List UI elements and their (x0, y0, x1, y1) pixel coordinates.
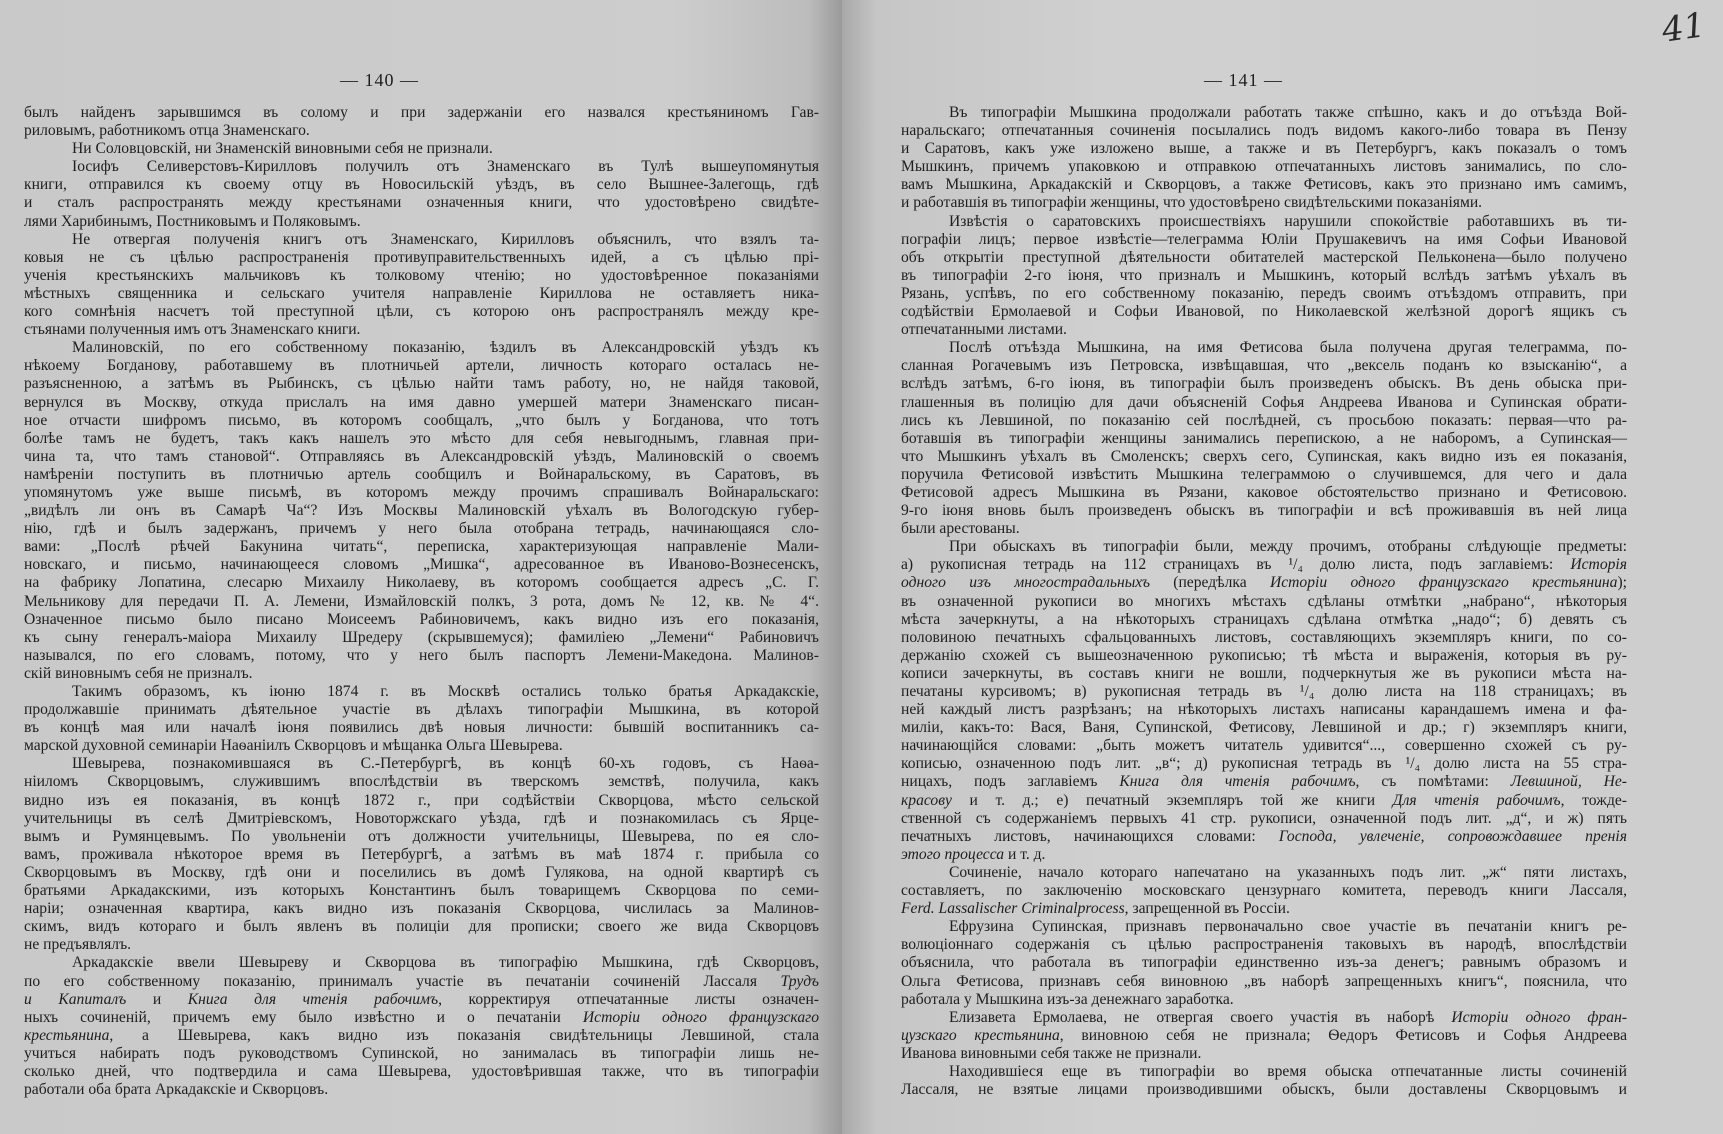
text-line (901, 593, 1627, 611)
text-line (24, 194, 819, 212)
text-line (901, 176, 1627, 194)
text-run: „видѣлъ ли онъ въ Самарѣ Ча“? Изъ Москвы Малиновскій уѣхалъ въ Вологодскую губер- (24, 502, 819, 520)
text-line (24, 647, 819, 665)
text-run: Такимъ образомъ, къ іюню 1874 г. въ Москвѣ остались только братья Аркадакскіе, (72, 683, 819, 700)
text-line (901, 1063, 1627, 1081)
text-line (901, 918, 1627, 936)
text-line (24, 303, 819, 321)
text-run: книги, отправился къ своему отцу въ Новосильскій уѣздъ, въ село Вышнее-Залегощь, гдѣ (24, 176, 819, 194)
text-run: Мельникову для передачи П. А. Лемени, Измайловскій полкъ, 3 рота, домъ № 12, кв. № 4“. (24, 592, 819, 610)
text-run: кописи зачеркнуты, въ составъ книги не вошли, подчеркнутыя же въ рукописи мѣста на- (901, 664, 1627, 682)
handwritten-page-mark: 41 (1659, 5, 1708, 51)
text-line (24, 176, 819, 194)
text-line (901, 936, 1627, 954)
text-run: къ сыну генералъ-маіора Михаилу Шредеру (скрывшемуся); фамиліею „Лемени“ Рабиновичъ (24, 628, 819, 646)
text-run: Въ типографіи Мышкина продолжали работать также спѣшно, какъ и до отъѣзда Вой- (949, 104, 1627, 121)
text-run: ); (1617, 574, 1627, 592)
text-line (901, 719, 1627, 737)
text-run: Фетисовой адресъ Мышкина въ Рязани, каковое обстоятельство признано и Фетисовою. (901, 483, 1627, 501)
text-run: содѣйствіи Ермолаевой и Софьи Ивановой, по Николаевской желѣзной дорогѣ ящикъ съ (901, 303, 1627, 321)
text-run: Іосифъ Селиверстовъ-Кирилловъ получилъ отъ Знаменскаго въ Тулѣ вышеупомянутыя (72, 158, 819, 176)
text-run: ученія крестьянскихъ мальчиковъ къ толковому чтенію; но удостовѣренное показаніями (24, 266, 819, 284)
text-run: сколько дней, что подтвердила и сама Шевырева, удостовѣрившая также, что въ типографіи (24, 1062, 819, 1080)
text-line (24, 412, 819, 430)
text-run: Означенное письмо было писано Моисеемъ Рабиновичемъ, какъ видно изъ его показанія, (24, 610, 819, 628)
text-run: учиться набирать подъ руководствомъ Супинской, но занималась въ типографіи лишь не- (24, 1044, 819, 1062)
text-run: намѣреніи поступить въ плотничью артель сообщилъ и Войнаральскому, въ Саратовъ, въ (24, 465, 819, 483)
text-line (24, 158, 819, 176)
text-run: назывался, по его словамъ, потому, что у него былъ паспортъ Лемени-Македона. Малинов- (24, 646, 819, 664)
text-run: ботавшія въ типографіи женщины занимались перепискою, а не наборомъ, а Супинская— (901, 429, 1627, 447)
italic-title: Книга для чтенія рабочимъ (1119, 773, 1356, 791)
text-run: продолжавшіе принимать дѣятельное участіе въ дѣлахъ типографіи Мышкина, въ которой (24, 701, 819, 719)
text-run: Сочиненіе, начало котораго напечатано на указанныхъ подъ лит. „ж“ пяти листахъ, (949, 863, 1627, 881)
text-run: Послѣ отъѣзда Мышкина, на имя Фетисова была получена другая телеграмма, по- (949, 339, 1627, 357)
italic-title: одного изъ многострадальныхъ (901, 574, 1150, 592)
italic-title: Исторія (1570, 556, 1627, 574)
text-run: упомянутомъ уже выше письмѣ, въ которомъ между прочимъ спрашивалъ Войнаральскаго: (24, 483, 819, 501)
italic-title: Левшиной, Не- (1510, 773, 1627, 791)
text-line (24, 140, 819, 158)
text-line (901, 846, 1627, 864)
text-run: волюціоннаго содержанія съ цѣлью распространенія таковыхъ въ народѣ, впослѣдствіи (901, 936, 1627, 954)
text-run: ней каждый листъ разрѣзанъ; на нѣкоторыхъ листахъ написаны карандашемъ имена и фа- (901, 701, 1627, 719)
text-line (901, 991, 1627, 1009)
italic-title: Господа, увлеченіе, сопровождавшее пренія (1278, 827, 1627, 845)
text-line (901, 412, 1627, 430)
text-line (901, 629, 1627, 647)
text-line (901, 213, 1627, 231)
text-line (24, 484, 819, 502)
text-run: печатныхъ листовъ, начинающихся словами: (901, 827, 1279, 845)
text-run: составляетъ, по заключенію московскаго цензурнаго комитета, переводъ книги Лассаля, (901, 882, 1627, 900)
page-text (24, 104, 819, 1099)
text-run: и сталъ распространять между крестьянами означенныя книги, что удостовѣрено свидѣте- (24, 194, 819, 212)
text-line (901, 683, 1627, 701)
text-line (24, 936, 819, 954)
text-line (901, 665, 1627, 683)
text-run: сланная Рогачевымъ изъ Петровска, извѣщавшая, что „вексель поданъ ко взысканію“, а (901, 357, 1627, 375)
italic-title: Для чтенія рабочимъ (1392, 791, 1561, 809)
text-line (901, 882, 1627, 900)
left-page (0, 0, 842, 1134)
text-run: объ открытіи преступной дѣятельности обитателей мастерской Пельконена—было получено (901, 248, 1627, 266)
text-line (24, 1063, 819, 1081)
text-line (901, 1009, 1627, 1027)
text-run: мѣста зачеркнуты, а на нѣкоторыхъ страницахъ сдѣлана отмѣтка „надо“; б) девять съ (901, 610, 1627, 628)
text-run: разъясненною, а затѣмъ въ Рыбинскъ, съ цѣлью найти тамъ работу, но, не найдя таковой, (24, 375, 819, 393)
text-line (24, 593, 819, 611)
text-line (24, 267, 819, 285)
text-line (901, 158, 1627, 176)
text-run: что Мышкинъ уѣхалъ въ Смоленскъ; сверхъ сего, Супинская, какъ видно изъ ея показанія, (901, 447, 1627, 465)
text-run: Шевырева, познакомившаяся въ С.-Петербургѣ, въ концѣ 60-хъ годовъ, съ Наѳа- (72, 755, 819, 773)
text-run: нію, гдѣ и былъ задержанъ, причемъ у него была отобрана тетрадь, начинающаяся сло- (24, 520, 819, 538)
text-line (901, 122, 1627, 140)
text-line (901, 1045, 1627, 1063)
text-line (24, 773, 819, 791)
italic-title: Трудъ (780, 972, 819, 990)
text-run: наральскаго; отпечатанныя сочиненія посылались подъ видомъ какого-либо товара въ Пензу (901, 122, 1627, 140)
text-line (24, 611, 819, 629)
text-run: миліи, какъ-то: Вася, Ваня, Супинской, Фетисову, Левшиной и др.; г) экземпляръ книги, (901, 719, 1627, 737)
text-line (24, 231, 819, 249)
text-line (901, 556, 1627, 574)
text-line (901, 737, 1627, 755)
text-run: болѣе тамъ не будетъ, такъ какъ нашелъ это мѣсто для себя невыгоднымъ, главная при- (24, 429, 819, 447)
text-line (24, 122, 819, 140)
text-line (24, 520, 819, 538)
text-line (901, 1081, 1627, 1099)
text-run: скимъ, видъ котораго и былъ явленъ въ полиціи для прописки; своего же вида Скворцовъ (24, 918, 819, 936)
text-line (901, 448, 1627, 466)
text-line (24, 466, 819, 484)
text-line (24, 430, 819, 448)
text-line (901, 285, 1627, 303)
text-line (901, 194, 1627, 212)
text-run: въ типографіи 2-го іюня, что призналъ и Мышкинъ, который вслѣдъ затѣмъ уѣхалъ въ (901, 266, 1627, 284)
text-run: вамъ, проживала нѣкоторое время въ Петербургѣ, а затѣмъ въ маѣ 1874 г. прибыла со (24, 845, 819, 863)
text-line (24, 1045, 819, 1063)
text-run: пографіи лицъ; первое извѣстіе—телеграмма Юліи Прушакевичъ на имя Софьи Ивановой (901, 230, 1627, 248)
text-line (901, 502, 1627, 520)
text-line (24, 737, 819, 755)
text-run: вымъ и Румянцевымъ. По увольненіи отъ должности учительницы, Шевырева, по ея сло- (24, 827, 819, 845)
text-line (24, 285, 819, 303)
text-line (24, 339, 819, 357)
text-line (901, 755, 1627, 773)
text-run: лями Харибинымъ, Постниковымъ и Поляковымъ. (24, 212, 361, 230)
text-line (901, 394, 1627, 412)
text-line (24, 213, 819, 231)
text-run: учительницы въ селѣ Дмитріевскомъ, Новоторжскаго уѣзда, гдѣ и познакомилась съ Ярце- (24, 809, 819, 827)
text-line (901, 611, 1627, 629)
text-run: Ефрузина Супинская, признавъ первоначально свое участіе въ печатаніи книгъ ре- (949, 918, 1627, 936)
text-run: по его собственному показанію, принималъ участіе въ печатаніи сочиненій Лассаля (24, 972, 781, 990)
right-page (842, 0, 1723, 1134)
text-line (901, 792, 1627, 810)
text-line (901, 520, 1627, 538)
text-line (901, 375, 1627, 393)
text-line (24, 502, 819, 520)
text-line (24, 792, 819, 810)
text-run: ковыя не съ цѣлью распространенія противуправительственныхъ идей, а съ цѣлью прі- (24, 248, 819, 266)
text-run: вернулся въ Москву, откуда прислалъ на имя давно умершей матери Знаменскаго писан- (24, 393, 819, 411)
text-line (24, 1009, 819, 1027)
text-line (24, 882, 819, 900)
text-run: , корректируя отпечатанные листы означен- (438, 990, 819, 1008)
text-line (901, 231, 1627, 249)
text-line (901, 900, 1627, 918)
text-line (901, 701, 1627, 719)
text-line (901, 430, 1627, 448)
text-run: 9-го іюня вновь былъ произведенъ обыскъ въ типографіи и всѣ проживавшія въ ней лица (901, 502, 1627, 520)
text-line (24, 1027, 819, 1045)
text-run: работала у Мышкина изъ-за денежнаго заработка. (901, 990, 1234, 1008)
text-run: работали оба брата Аркадакскіе и Скворцовъ. (24, 1081, 329, 1099)
text-run: печатаны курсивомъ; в) рукописная тетрадь въ ¹/₄ долю листа на 118 страницахъ; въ (901, 683, 1627, 700)
text-run: ніиломъ Скворцовымъ, служившимъ впослѣдствіи въ тверскомъ земствѣ, получила, какъ (24, 773, 819, 791)
text-line (24, 556, 819, 574)
text-line (901, 773, 1627, 791)
text-run: Находившіеся еще въ типографіи во время обыска отпечатанные листы сочиненій (949, 1062, 1627, 1080)
text-run: риловымъ, работникомъ отца Знаменскаго. (24, 122, 310, 140)
italic-title: Ferd. Lassalischer Criminalprocess (901, 900, 1125, 918)
text-line (901, 357, 1627, 375)
text-run: Елизавета Ермолаева, не отвергая своего участія въ наборѣ (949, 1008, 1452, 1026)
text-run: а) рукописная тетрадь на 112 страницахъ въ ¹/₄ долю листа, подъ заглавіемъ: (901, 556, 1571, 574)
page-text (901, 104, 1627, 1099)
italic-title: крестьянина (24, 1026, 110, 1044)
text-line (24, 1081, 819, 1099)
text-line (24, 104, 819, 122)
text-line (901, 484, 1627, 502)
text-run: кого сомнѣнія насчетъ той преступной цѣли, съ которою онъ распространялъ между кре- (24, 303, 819, 321)
text-run: , виновною себя не признала; Ѳедоръ Фетисовъ и Софья Андреева (1059, 1026, 1627, 1044)
text-run: Извѣстія о саратовскихъ происшествіяхъ нарушили спокойствіе работавшихъ въ ти- (949, 212, 1627, 230)
text-line (24, 864, 819, 882)
text-line (901, 303, 1627, 321)
text-run: , съ помѣтами: (1355, 773, 1511, 791)
text-run: стьянами полученныя имъ отъ Знаменскаго книги. (24, 321, 361, 339)
italic-title: Исторіи одного фран- (1451, 1008, 1628, 1026)
text-line (24, 321, 819, 339)
text-run: чина та, что тамъ становой“. Отправляясь въ Александровскій уѣздъ, Малиновскій о своемъ (24, 447, 819, 465)
text-run: начинающійся словами: „быть можетъ читатель удивится“..., совершенно схожей съ ру- (901, 737, 1627, 755)
text-run: въ означенной рукописи во многихъ мѣстахъ сдѣланы отмѣтки „набрано“, нѣкоторыя (901, 592, 1627, 610)
text-line (24, 394, 819, 412)
text-run: глашенныя въ полицію для дачи объясненій Софья Андреева Иванова и Супинская обрати- (901, 393, 1627, 411)
text-line (901, 1027, 1627, 1045)
text-line (24, 665, 819, 683)
text-line (901, 321, 1627, 339)
text-run: ственной съ содержаніемъ первыхъ 41 стр. рукописи, означенной подъ лит. „д“, и ж) пять (901, 809, 1627, 827)
text-run: наріи; означенная квартира, какъ видно изъ показанія Скворцова, числилась за Малинов- (24, 900, 819, 918)
text-line (901, 267, 1627, 285)
text-run: Лассаля, не взятые лицами производившими обыскъ, были доставлены Скворцовымъ и (901, 1081, 1627, 1099)
text-run: , а Шевырева, какъ видно изъ показанія свидѣтельницы Левшиной, стала (109, 1026, 819, 1044)
text-run: и т. д.; е) печатный экземпляръ той же книги (951, 791, 1393, 809)
text-run: Ольга Фетисова, признавъ себя виновною „въ наборѣ запрещенныхъ книгъ“, пояснила, что (901, 972, 1627, 990)
text-run: ное отчасти шифромъ письмо, въ которомъ сообщалъ, „что былъ у Богданова, что тотъ (24, 411, 819, 429)
text-line (901, 954, 1627, 972)
text-line (24, 375, 819, 393)
text-line (24, 846, 819, 864)
text-run: братьями Аркадакскими, изъ которыхъ Константинъ былъ товарищемъ Скворцова по семи- (24, 882, 819, 900)
text-line (24, 629, 819, 647)
text-run: и т. д. (1004, 845, 1046, 863)
italic-title: красову (901, 791, 952, 809)
text-run: мѣстныхъ священника и сельскаго учителя направленіе Кириллова не оставляетъ ника- (24, 284, 819, 302)
text-line (24, 755, 819, 773)
text-line (24, 701, 819, 719)
italic-title: и Капиталъ (24, 990, 127, 1008)
text-line (24, 973, 819, 991)
text-line (901, 647, 1627, 665)
italic-title: Книга для чтенія рабочимъ (187, 990, 439, 1008)
text-line (24, 719, 819, 737)
text-run: и работавшія въ типографіи женщины, что удостовѣрено свидѣтельскими показаніями. (901, 194, 1483, 212)
italic-title: цузскаго крестьянина (901, 1026, 1060, 1044)
text-run: Не отвергая полученія книгъ отъ Знаменскаго, Кирилловъ объяснилъ, что взялъ та- (72, 230, 819, 248)
text-run: марской духовной семинаріи Наѳаніилъ Скворцовъ и мѣщанка Ольга Шевырева. (24, 737, 563, 755)
text-run: вамъ Мышкина, Аркадакскій и Скворцовъ, а также Фетисовъ, какъ это признано имъ самимъ, (901, 176, 1627, 194)
text-run: скій виновнымъ себя не призналъ. (24, 664, 253, 682)
text-line (24, 954, 819, 972)
text-run: Рязань, успѣвъ, по его собственному показанію, передъ своимъ отъѣздомъ отправить, при (901, 284, 1627, 302)
text-line (901, 810, 1627, 828)
page-number: — 140 — (340, 70, 419, 90)
text-run: ницахъ, подъ заглавіемъ (901, 773, 1120, 791)
text-run: и Саратовъ, какъ уже изложено выше, а также и въ Петербургъ, какъ показалъ о томъ (901, 140, 1627, 158)
text-line (24, 683, 819, 701)
text-run: былъ найденъ зарывшимся въ солому и при задержаніи его назвался крестьяниномъ Гав- (24, 104, 819, 121)
text-run: на фабрику Лопатина, слесарю Михаилу Николаеву, въ которомъ сообщается адресъ „С. Г. (24, 574, 819, 592)
text-run: Ни Соловцовскій, ни Знаменскій виновными себя не признали. (72, 140, 493, 158)
text-run: не предъявлялъ. (24, 936, 132, 954)
italic-title: этого процесса (901, 845, 1005, 863)
text-run: отпечатанными листами. (901, 321, 1067, 339)
text-line (24, 448, 819, 466)
text-line (901, 864, 1627, 882)
text-run: поручила Фетисовой извѣстить Мышкина телеграммою о случившемся, для чего и дала (901, 465, 1627, 483)
text-line (901, 140, 1627, 158)
text-line (901, 973, 1627, 991)
text-line (24, 357, 819, 375)
text-line (24, 828, 819, 846)
text-line (901, 339, 1627, 357)
text-line (24, 538, 819, 556)
text-line (24, 810, 819, 828)
text-line (901, 574, 1627, 592)
text-run: Скворцовымъ въ Москву, гдѣ они и поселились въ домѣ Гулякова, на одной квартирѣ съ (24, 863, 819, 881)
italic-title: Исторіи одного французскаго крестьянина (1269, 574, 1618, 592)
text-run: видно изъ ея показанія, въ концѣ 1872 г., при содѣйствіи Скворцова, мѣсто сельской (24, 791, 819, 809)
text-line (901, 828, 1627, 846)
text-run: При обыскахъ въ типографіи были, между прочимъ, отобраны слѣдующіе предметы: (949, 538, 1627, 556)
text-run: были арестованы. (901, 520, 1020, 538)
text-run: новскаго, и письмо, начинающееся словомъ „Мишка“, адресованное въ Иваново-Вознесенскъ, (24, 556, 819, 574)
text-line (24, 918, 819, 936)
text-run: въ концѣ мая или началѣ іюня появились двѣ новыя личности: бывшій воспитанникъ са- (24, 719, 819, 737)
text-run: объяснила, что работала въ типографіи единственно изъ-за денегъ; равнымъ образомъ и (901, 954, 1627, 972)
page-number: — 141 — (1204, 70, 1283, 90)
text-run: половиною печатныхъ сфальцованныхъ листовъ, составляющихъ экземпляръ книги, по со- (901, 628, 1627, 646)
text-line (24, 991, 819, 1009)
text-run: вслѣдъ затѣмъ, 6-го іюня, въ типографіи былъ произведенъ обыскъ. Въ день обыска при- (901, 375, 1627, 393)
text-line (24, 574, 819, 592)
text-run: Аркадакскіе ввели Шевыреву и Скворцова въ типографію Мышкина, гдѣ Скворцовъ, (72, 954, 819, 972)
text-run: ныхъ сочиненій, причемъ ему было извѣстно и о печатаніи (24, 1008, 583, 1026)
text-line (901, 466, 1627, 484)
text-line (901, 104, 1627, 122)
text-run: Мышкинъ, причемъ упаковкою и отправкою отпечатанныхъ листовъ занимались, по сло- (901, 158, 1627, 176)
text-run: , запрещенной въ Россіи. (1124, 900, 1290, 918)
text-line (24, 249, 819, 267)
text-run: (передѣлка (1149, 574, 1270, 592)
text-run: Малиновскій, по его собственному показанію, ѣздилъ въ Александровскій уѣздъ къ (72, 339, 819, 357)
text-run: кописью, означенною подъ лит. „в“; д) рукописная тетрадь въ ¹/₄ долю листа на 55 стра- (901, 755, 1627, 773)
text-run: , тожде- (1560, 791, 1627, 809)
text-line (901, 249, 1627, 267)
text-run: и (126, 990, 188, 1008)
text-run: нѣкоему Богданову, работавшему въ плотничьей артели, личность котораго осталась не- (24, 357, 819, 375)
text-run: Иванова виновными себя также не признали. (901, 1044, 1202, 1062)
text-line (24, 900, 819, 918)
text-run: вами: „Послѣ рѣчей Бакунина читать“, переписка, характеризующая направленіе Мали- (24, 538, 819, 556)
text-run: держанію схожей съ вышеозначенною рукописью; тѣ мѣста и выраженія, которыя въ ру- (901, 646, 1627, 664)
italic-title: Исторіи одного французскаго (582, 1008, 819, 1026)
text-run: лись къ Левшиной, по показанію сей послѣдней, съ просьбою показать: первая—что ра- (901, 411, 1627, 429)
text-line (901, 538, 1627, 556)
